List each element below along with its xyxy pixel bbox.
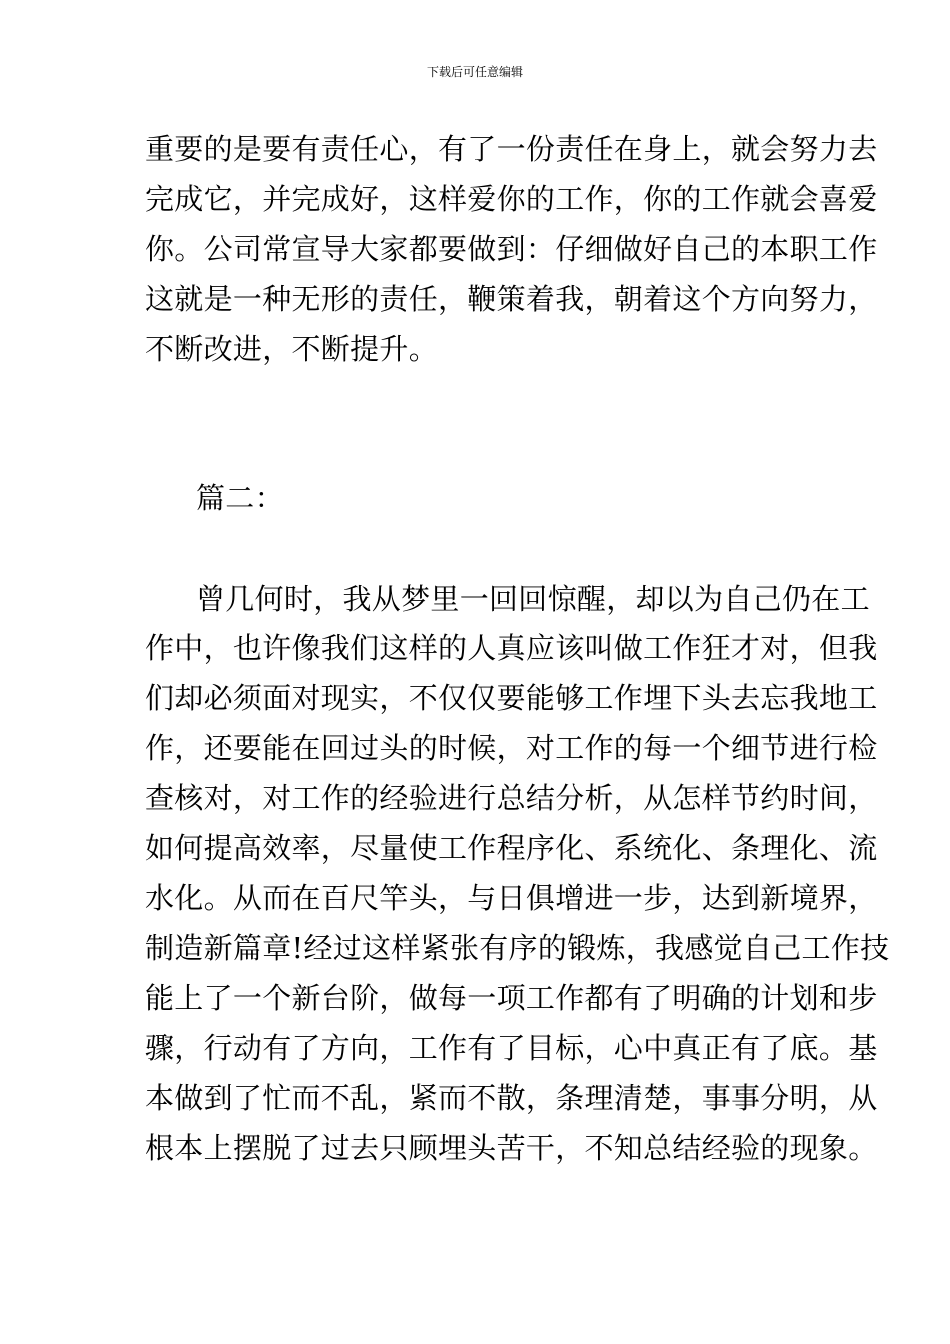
paragraph1-line: 重要的是要有责任心，有了一份责任在身上，就会努力去	[145, 132, 878, 166]
paragraph2-line: 作中，也许像我们这样的人真应该叫做工作狂才对，但我	[145, 631, 878, 665]
paragraph2-line: 本做到了忙而不乱，紧而不散，条理清楚，事事分明，从	[145, 1081, 878, 1115]
paragraph1-line: 你。公司常宣导大家都要做到：仔细做好自己的本职工作	[145, 232, 878, 266]
paragraph2-line: 能上了一个新台阶，做每一项工作都有了明确的计划和步	[145, 981, 878, 1015]
paragraph2-line: 作，还要能在回过头的时候，对工作的每一个细节进行检	[145, 731, 878, 765]
paragraph2-line: 骤，行动有了方向，工作有了目标，心中真正有了底。基	[145, 1031, 878, 1065]
paragraph2-line: 曾几何时，我从梦里一回回惊醒，却以为自己仍在工	[196, 582, 870, 616]
paragraph2-line: 如何提高效率，尽量使工作程序化、系统化、条理化、流	[145, 831, 878, 865]
paragraph1-line: 不断改进，不断提升。	[145, 332, 439, 366]
paragraph2-line: 们却必须面对现实，不仅仅要能够工作埋下头去忘我地工	[145, 681, 878, 715]
paragraph2-line: 查核对，对工作的经验进行总结分析，从怎样节约时间，	[145, 781, 878, 815]
section-title: 篇二：	[196, 481, 284, 515]
paragraph2-line: 水化。从而在百尺竿头，与日俱增进一步，达到新境界，	[145, 881, 878, 915]
paragraph2-line: 制造新篇章!经过这样紧张有序的锻炼，我感觉自己工作技	[145, 931, 890, 965]
page-header: 下载后可任意编辑	[426, 65, 523, 79]
paragraph1-line: 完成它，并完成好，这样爱你的工作，你的工作就会喜爱	[145, 182, 878, 216]
paragraph2-line: 根本上摆脱了过去只顾埋头苦干，不知总结经验的现象。	[145, 1131, 878, 1165]
paragraph1-line: 这就是一种无形的责任，鞭策着我，朝着这个方向努力，	[145, 282, 878, 316]
